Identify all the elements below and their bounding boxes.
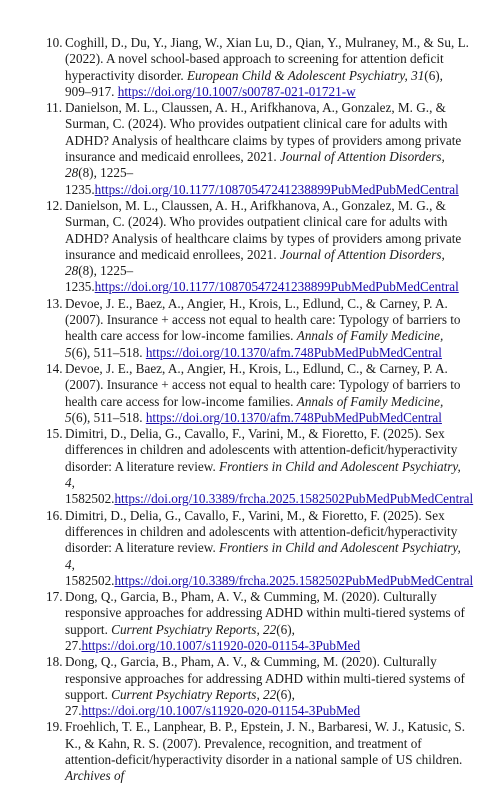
reference-item	[46, 507, 474, 589]
reference-volume-pages: (6), 511–518.	[71, 344, 146, 360]
reference-journal: Current Psychiatry Reports, 22	[111, 686, 277, 702]
reference-doi-link[interactable]: https://doi.org/10.1177/10870547241238899PubMedPubMedCentral	[94, 181, 459, 197]
reference-doi-link[interactable]: https://doi.org/10.1007/s11920-020-01154-3PubMed	[81, 637, 361, 653]
reference-authors: Coghill, D., Du, Y., Jiang, W., Xian Lu, D., Qian, Y., Mulraney, M., & Su, L. (2022). A novel school-based approach to screening for attention deficit hyperactivity disorder.	[65, 35, 469, 83]
reference-number: 19.	[46, 719, 63, 735]
reference-volume-pages: (6), 909–917.	[65, 67, 443, 99]
reference-number: 16.	[46, 507, 63, 523]
reference-doi-link[interactable]: https://doi.org/10.1370/afm.748PubMedPubMedCentral	[145, 409, 442, 425]
reference-authors: Dong, Q., Garcia, B., Pham, A. V., & Cumming, M. (2020). Culturally responsive approaches for addressing ADHD within multi-tiered systems of support.	[65, 589, 465, 637]
reference-number: 13.	[46, 295, 63, 311]
reference-number: 12.	[46, 197, 63, 213]
reference-item	[46, 35, 469, 100]
reference-volume-pages: , 1582502.	[65, 556, 115, 588]
reference-journal: European Child & Adolescent Psychiatry, 31	[186, 67, 425, 83]
reference-number: 18.	[46, 654, 63, 670]
reference-volume-pages: (6), 27.	[65, 686, 295, 719]
reference-authors: Danielson, M. L., Claussen, A. H., Arifkhanova, A., Gonzalez, M. G., & Surman, C. (2024). Who provides outpatient clinical care for adults with ADHD? Analysis of healthcare claims by types of providers among private insurance and medicaid enrollees, 2021.	[65, 197, 462, 262]
reference-doi-link[interactable]: https://doi.org/10.1370/afm.748PubMedPubMedCentral	[145, 344, 442, 360]
reference-journal: Annals of Family Medicine, 5	[65, 328, 444, 360]
reference-item	[46, 100, 469, 198]
reference-number: 14.	[46, 360, 63, 376]
reference-number: 15.	[46, 426, 63, 442]
reference-number: 17.	[46, 589, 63, 605]
reference-item	[46, 589, 469, 654]
reference-volume-pages: , 1582502.	[65, 475, 115, 507]
reference-list	[46, 35, 474, 785]
reference-authors: Froehlich, T. E., Lanphear, B. P., Epstein, J. N., Barbaresi, W. J., Katusic, S. K., & Kahn, R. S. (2007). Prevalence, recognition, and treatment of attention-deficit/hyperactivity disorder in a national sample of US children.	[65, 719, 466, 768]
reference-doi-link[interactable]: https://doi.org/10.1177/10870547241238899PubMedPubMedCentral	[94, 279, 459, 295]
reference-item	[46, 654, 469, 719]
reference-journal: Journal of Attention Disorders, 28	[65, 149, 445, 181]
reference-journal: Current Psychiatry Reports, 22	[111, 621, 277, 637]
reference-volume-pages: (6), 511–518.	[71, 409, 146, 425]
reference-item	[46, 426, 474, 507]
reference-doi-link[interactable]: https://doi.org/10.3389/frcha.2025.1582502PubMedPubMedCentral	[114, 572, 474, 588]
reference-journal: Archives of	[65, 768, 125, 784]
reference-item	[46, 360, 469, 426]
reference-authors: Dimitri, D., Delia, G., Cavallo, F., Varini, M., & Fioretto, F. (2025). Sex differences in children and adolescents with attention-deficit/hyperactivity disorder: A literature review.	[65, 507, 458, 556]
reference-doi-link[interactable]: https://doi.org/10.1007/s00787-021-01721-w	[117, 83, 356, 99]
reference-number: 10.	[46, 35, 63, 50]
reference-doi-link[interactable]: https://doi.org/10.1007/s11920-020-01154-3PubMed	[81, 703, 361, 719]
reference-journal: Frontiers in Child and Adolescent Psychiatry, 4	[65, 540, 461, 572]
reference-authors: Danielson, M. L., Claussen, A. H., Arifkhanova, A., Gonzalez, M. G., & Surman, C. (2024). Who provides outpatient clinical care for adults with ADHD? Analysis of healthcare claims by types of providers among private insurance and medicaid enrollees, 2021.	[65, 100, 462, 165]
reference-volume-pages: (8), 1225–1235.	[65, 263, 134, 295]
reference-volume-pages: (8), 1225–1235.	[65, 165, 134, 197]
reference-number: 11.	[46, 100, 62, 116]
reference-item	[46, 719, 469, 784]
reference-authors: Devoe, J. E., Baez, A., Angier, H., Krois, L., Edlund, C., & Carney, P. A. (2007). Insurance + access not equal to health care: Typology of barriers to health care access for low-income families.	[65, 360, 461, 409]
reference-authors: Devoe, J. E., Baez, A., Angier, H., Krois, L., Edlund, C., & Carney, P. A. (2007). Insurance + access not equal to health care: Typology of barriers to health care access for low-income families.	[65, 295, 461, 344]
reference-authors: Dimitri, D., Delia, G., Cavallo, F., Varini, M., & Fioretto, F. (2025). Sex differences in children and adolescents with attention-deficit/hyperactivity disorder: A literature review.	[65, 426, 458, 474]
reference-journal: Journal of Attention Disorders, 28	[65, 246, 445, 279]
reference-authors: Dong, Q., Garcia, B., Pham, A. V., & Cumming, M. (2020). Culturally responsive approaches for addressing ADHD within multi-tiered systems of support.	[65, 654, 465, 702]
reference-volume-pages: (6), 27.	[65, 621, 295, 653]
reference-doi-link[interactable]: https://doi.org/10.3389/frcha.2025.1582502PubMedPubMedCentral	[114, 491, 474, 507]
reference-item	[46, 197, 469, 296]
reference-item	[46, 295, 469, 361]
reference-journal: Annals of Family Medicine, 5	[65, 393, 444, 425]
reference-journal: Frontiers in Child and Adolescent Psychiatry, 4	[65, 458, 461, 491]
